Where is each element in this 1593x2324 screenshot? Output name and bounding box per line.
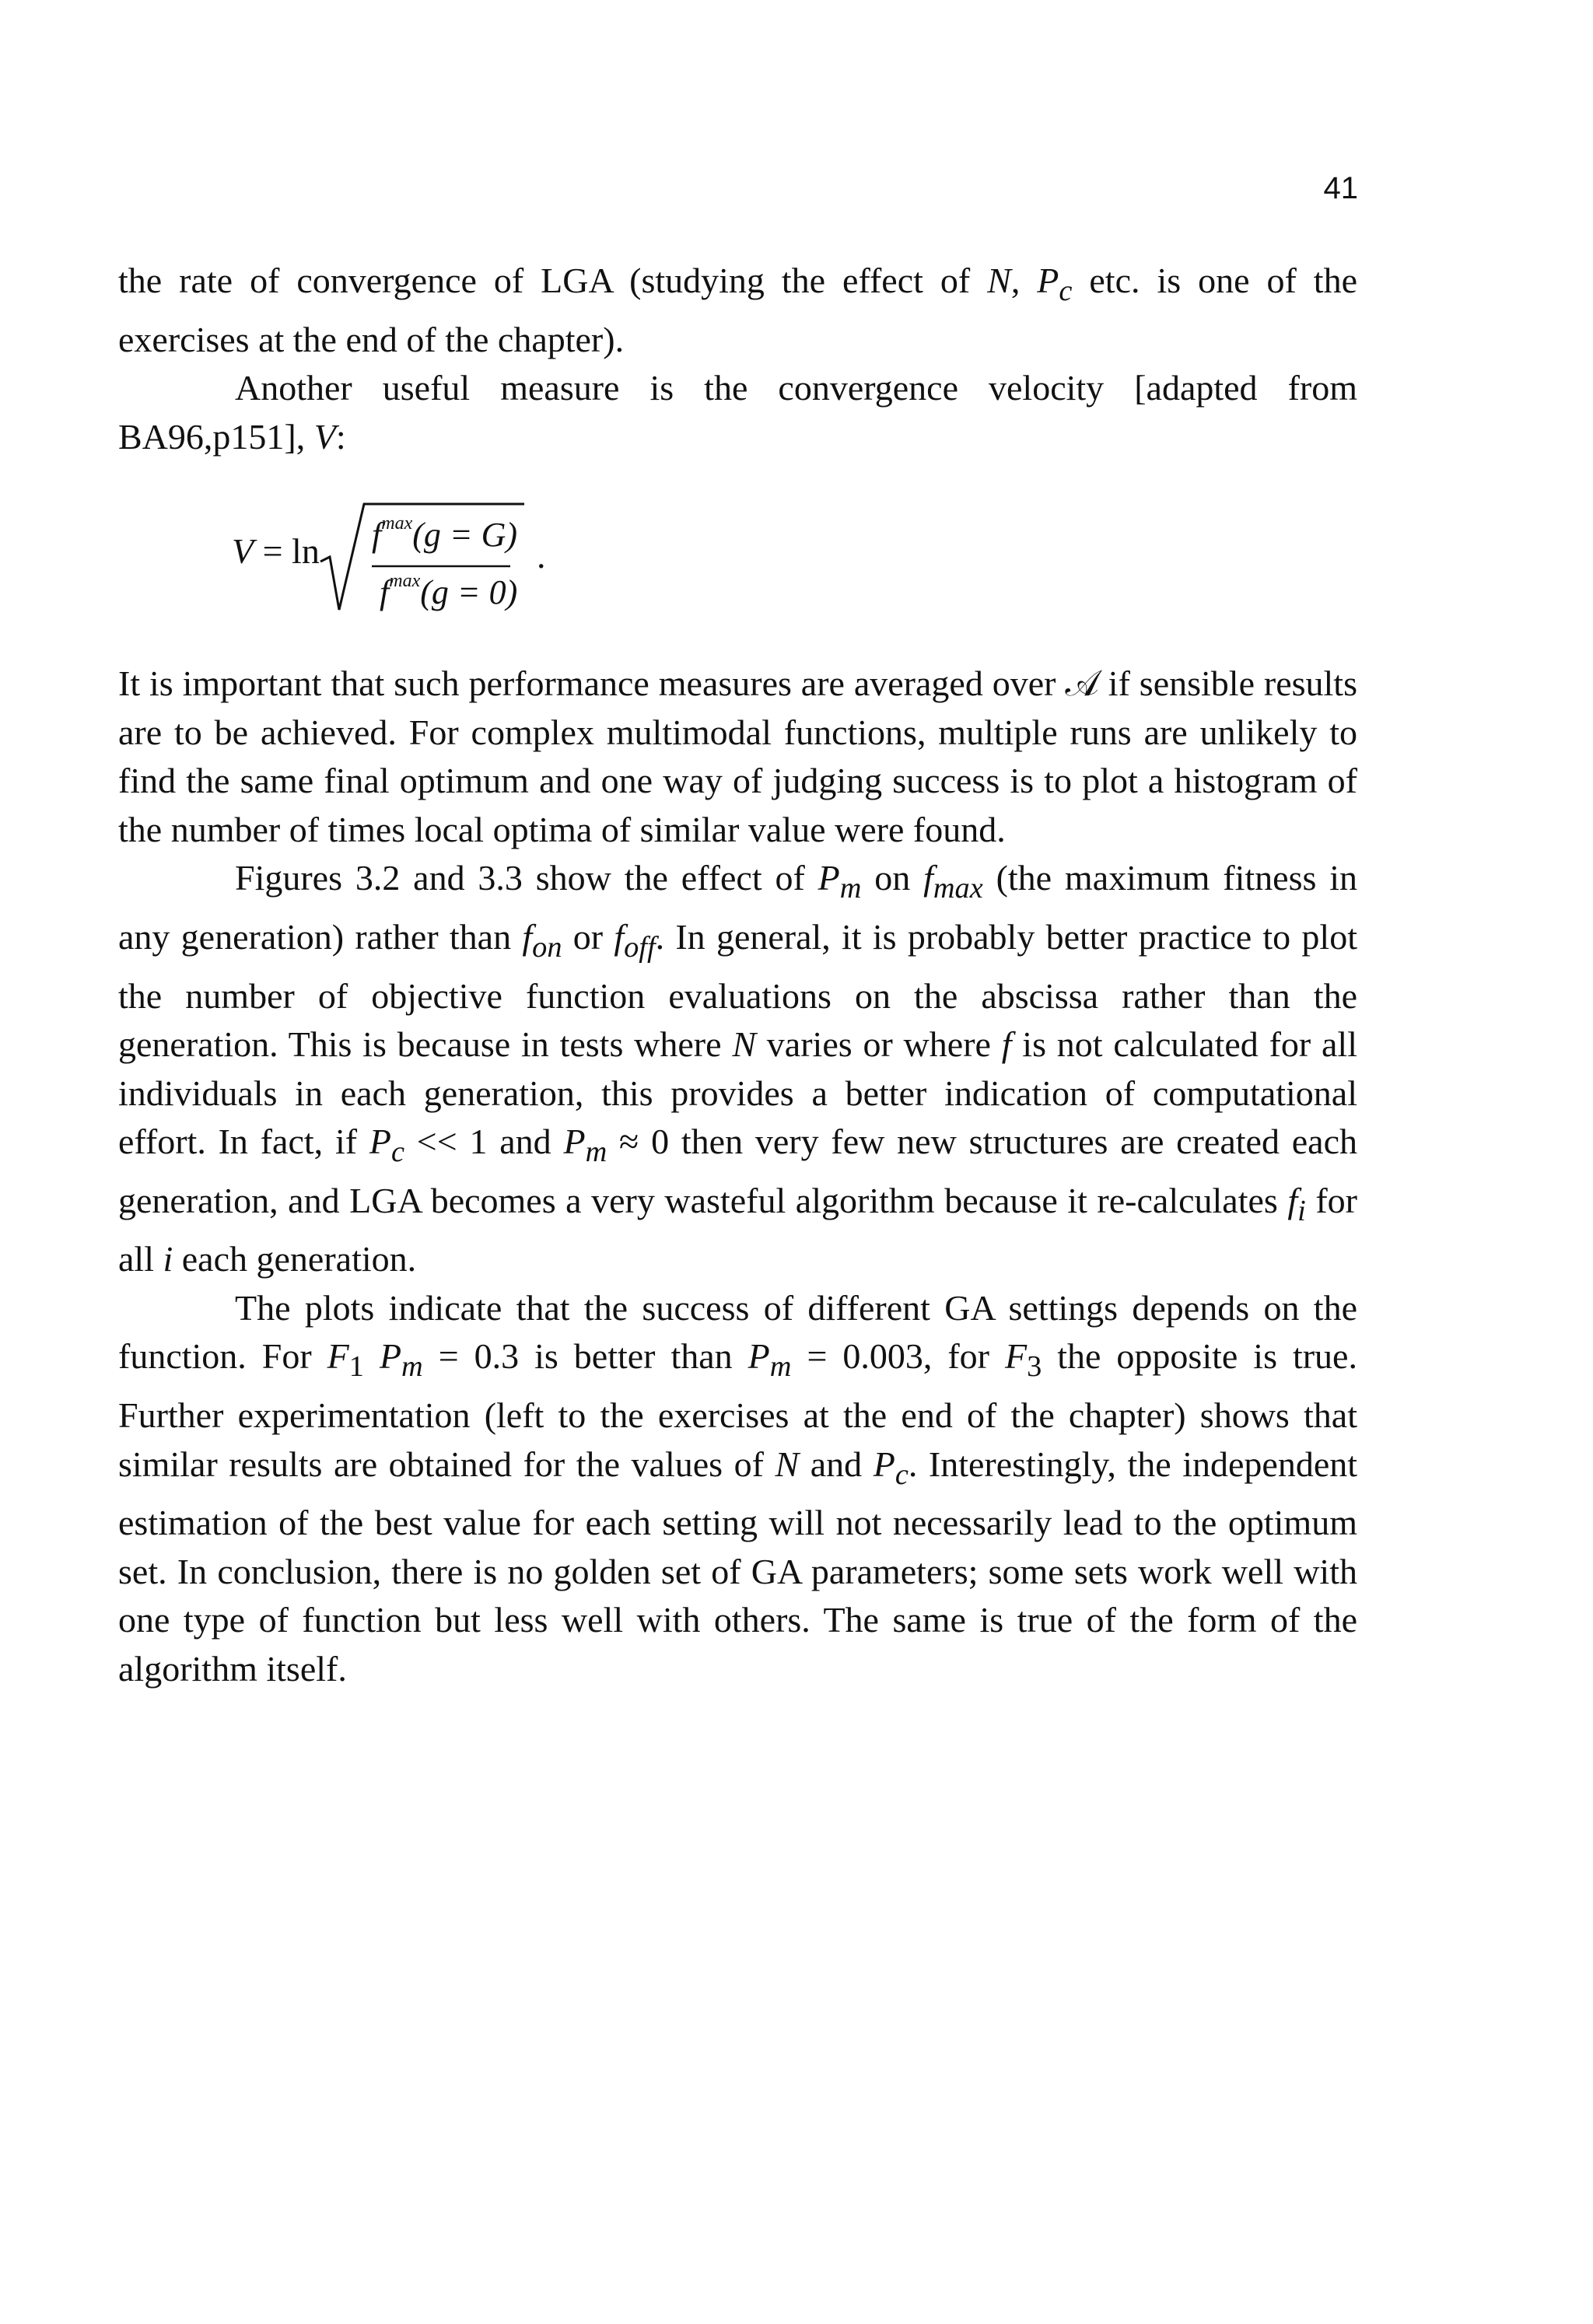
equation-period: . (537, 536, 546, 576)
equation-lhs: V = ln (232, 531, 320, 571)
paragraph-1: the rate of convergence of LGA (studying the effect of N, $P_c$ etc. is one of the exercises at the end of the chapter). (118, 261, 1357, 359)
paragraph-2: Another useful measure is the convergence velocity [adapted from BA96,p151], V: (118, 368, 1357, 457)
paragraph-4: Figures 3.2 and 3.3 show the effect of $P_m$ on $f_{max}$ (the maximum fitness in any generation) rather than $f_{on}$ or $f_{off}$. In general, it is probably better practice to plot the number of objective function evaluations on the abscissa rather than the generation. This is because in tests where N varies or where f is not calculated for all individuals in each generation, this provides a better indication of computational effort. In fact, if $P_c << 1$ and $P_m \approx 0$ then very few new structures are created each generation, and LGA becomes a very wasteful algorithm because it re-calculates $f_i$ for all i each generation. (118, 858, 1358, 1279)
paragraph-3: It is important that such performance measures are averaged over 𝒜 if sensible results are to be achieved. For complex multimodal functions, multiple runs are unlikely to find the same final optimum and one way of judging success is to plot a histogram of the number of times local optima of similar value were found. (118, 663, 1357, 849)
paragraph-5: The plots indicate that the success of different GA settings depends on the function. For $F_1$ $P_m = 0.3$ is better than $P_m = 0.003$, for $F_3$ the opposite is true. Further experimentation (left to the exercises at the end of the chapter) shows that similar results are obtained for the values of N and $P_c$. Interestingly, the independent estimation of the best value for each setting will not necessarily lead to the optimum set. In conclusion, there is no golden set of GA parameters; some sets work well with one type of function but less well with others. The same is true of the form of the algorithm itself. (118, 1287, 1358, 1689)
convergence-velocity-equation (232, 490, 636, 630)
equation-denominator: $f^{max}(g = 0)$ (380, 571, 518, 611)
equation-numerator: $f^{max}(g = G)$ (372, 513, 517, 554)
body-text (118, 257, 1357, 1693)
page-number: 41 (1323, 171, 1358, 205)
